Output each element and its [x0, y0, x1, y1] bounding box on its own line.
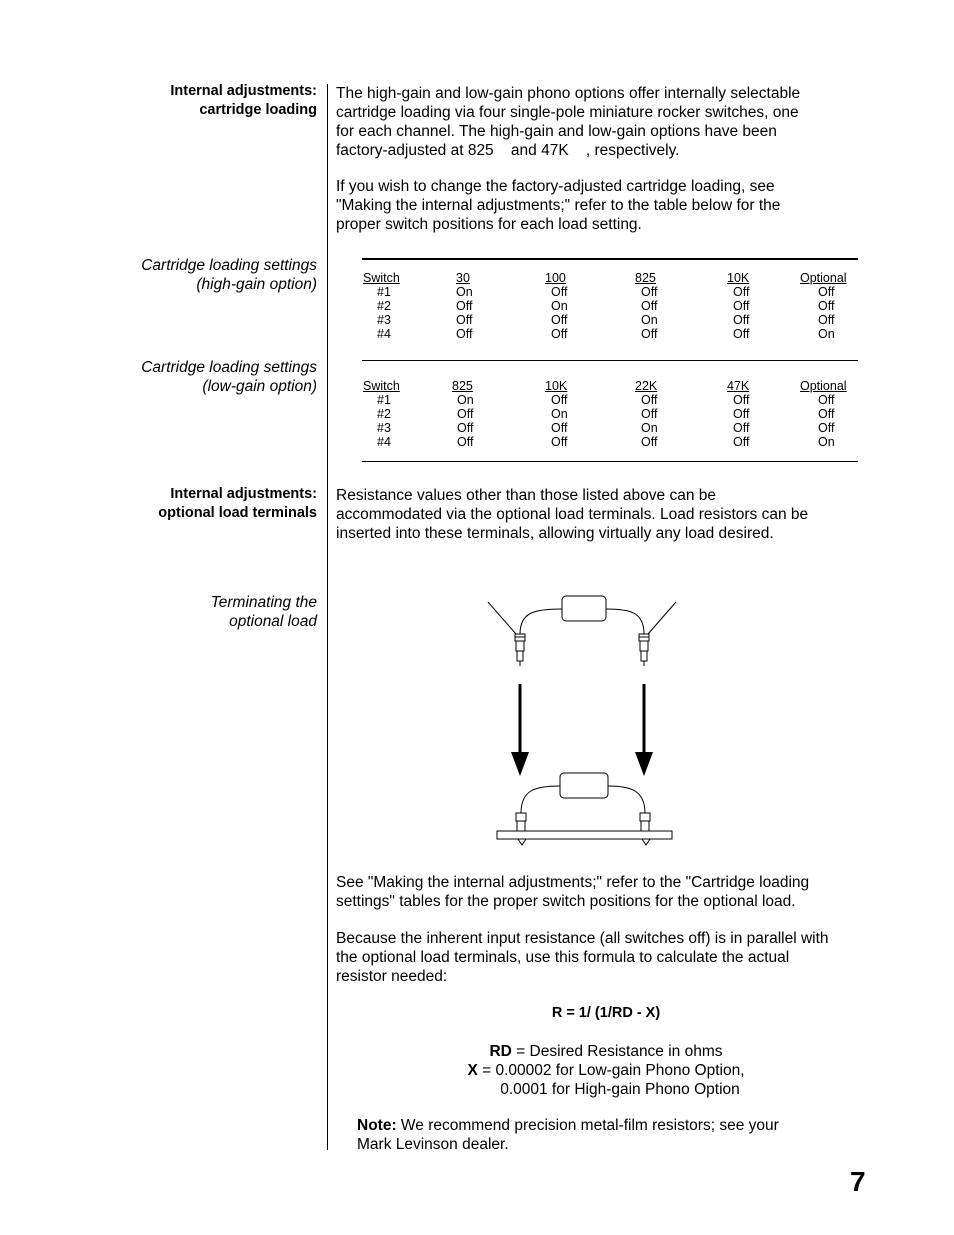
text-line: factory-adjusted at 825 and 47K , respectively.: [336, 142, 680, 159]
page-number: 7: [850, 1166, 866, 1197]
label-line: optional load: [229, 613, 317, 630]
table-cell: Off: [456, 299, 473, 313]
table-cell: On: [456, 285, 473, 299]
text-line: for each channel. The high-gain and low-gain options have been: [336, 123, 777, 140]
resistance-formula: R = 1/ (1/RD - X): [551, 1005, 661, 1021]
table-cell: On: [551, 407, 568, 421]
label-line: Terminating the: [210, 594, 317, 611]
table-cell: Off: [733, 313, 750, 327]
pointer-line: [648, 602, 676, 634]
table-cell: Off: [641, 285, 658, 299]
column-header: 47K: [727, 379, 750, 393]
table-cell: Off: [818, 393, 835, 407]
text-line: proper switch positions for each load setting.: [336, 216, 642, 233]
text-line: cartridge loading via four single-pole miniature rocker switches, one: [336, 104, 799, 121]
installed-resistor-lead: [608, 786, 645, 813]
heading-line: cartridge loading: [199, 102, 317, 118]
installed-resistor-body: [560, 773, 608, 798]
table-cell: #3: [377, 313, 391, 327]
table-cell: #2: [377, 407, 391, 421]
note-paragraph: [357, 1116, 857, 1154]
high-gain-table-label: [17, 256, 317, 294]
circuit-board: [497, 831, 672, 839]
text-line: accommodated via the optional load terminals. Load resistors can be: [336, 506, 809, 523]
table-cell: Off: [551, 435, 568, 449]
table-cell: Off: [641, 393, 658, 407]
table-cell: Off: [551, 327, 568, 341]
table-column-10k: [727, 271, 759, 341]
table-cell: On: [641, 421, 658, 435]
cartridge-loading-paragraph-2: [336, 177, 876, 234]
text-line: resistor needed:: [336, 968, 448, 985]
table-cell: Off: [733, 285, 750, 299]
text-line: "Making the internal adjustments;" refer to the table below for the: [336, 197, 781, 214]
text-line: If you wish to change the factory-adjusted cartridge loading, see: [336, 178, 775, 195]
text-line: The high-gain and low-gain phono options offer internally selectable: [336, 85, 801, 102]
table-cell: Off: [457, 407, 474, 421]
table-cell: Off: [641, 299, 658, 313]
table-column-10k: [545, 379, 577, 449]
table-cell: Off: [641, 435, 658, 449]
column-header: Optional: [800, 379, 847, 393]
resistor-installation-diagram: [480, 588, 690, 853]
table-cell: On: [818, 327, 835, 341]
down-arrow-right: [635, 684, 653, 776]
resistor-body: [562, 596, 606, 621]
table-cell: #4: [377, 435, 391, 449]
note-text: Mark Levinson dealer.: [357, 1136, 509, 1153]
text-line: the optional load terminals, use this formula to calculate the actual: [336, 949, 790, 966]
rd-definition: [336, 1042, 876, 1061]
table-cell: On: [551, 299, 568, 313]
column-header: 825: [452, 379, 473, 393]
table-cell: Off: [818, 285, 835, 299]
installed-resistor-lead: [521, 786, 560, 813]
table-cell: Off: [733, 393, 750, 407]
text-line: settings" tables for the proper switch positions for the optional load.: [336, 893, 796, 910]
left-plug-connector: [515, 634, 525, 666]
table-bottom-rule: [362, 461, 858, 462]
table-cell: Off: [551, 285, 568, 299]
heading-line: optional load terminals: [158, 505, 317, 521]
pointer-line: [488, 602, 516, 634]
column-header: 10K: [545, 379, 568, 393]
table-cell: #1: [377, 285, 391, 299]
table-cell: Off: [733, 299, 750, 313]
column-header: 30: [456, 271, 470, 285]
table-cell: On: [457, 393, 474, 407]
table-cell: Off: [456, 327, 473, 341]
table-column-30: [456, 271, 478, 341]
table-cell: #1: [377, 393, 391, 407]
table-cell: On: [818, 435, 835, 449]
column-header: 100: [545, 271, 566, 285]
terminating-paragraph-2: [336, 929, 876, 986]
text-line: inserted into these terminals, allowing virtually any load desired.: [336, 525, 774, 542]
column-header: Optional: [800, 271, 847, 285]
table-cell: Off: [457, 435, 474, 449]
x-term: X: [467, 1062, 478, 1079]
table-cell: #2: [377, 299, 391, 313]
table-cell: Off: [818, 313, 835, 327]
left-terminal: [516, 813, 526, 821]
column-header: Switch: [363, 271, 400, 285]
table-middle-rule: [362, 360, 858, 361]
table-cell: Off: [818, 421, 835, 435]
cartridge-loading-paragraph-1: [336, 84, 876, 160]
label-line: Cartridge loading settings: [141, 257, 317, 274]
label-line: Cartridge loading settings: [141, 359, 317, 376]
table-cell: #4: [377, 327, 391, 341]
table-cell: Off: [641, 327, 658, 341]
table-cell: Off: [733, 435, 750, 449]
label-line: (high-gain option): [196, 276, 317, 293]
low-gain-table-label: [17, 358, 317, 396]
optional-load-terminals-heading: [17, 485, 317, 523]
x-definition-text: = 0.00002 for Low-gain Phono Option,: [477, 1062, 745, 1079]
table-column-optional: [800, 379, 847, 449]
terminal-pin: [518, 839, 526, 845]
heading-line: Internal adjustments:: [170, 486, 317, 502]
heading-line: Internal adjustments:: [170, 83, 317, 99]
resistor-lead: [606, 609, 644, 634]
table-cell: Off: [733, 327, 750, 341]
table-cell: Off: [551, 313, 568, 327]
table-cell: Off: [733, 421, 750, 435]
label-line: (low-gain option): [202, 378, 317, 395]
right-plug-connector: [639, 634, 649, 666]
note-text: We recommend precision metal-film resistors; see your: [396, 1117, 779, 1134]
table-column-switch: [363, 271, 400, 341]
rd-definition-text: = Desired Resistance in ohms: [511, 1043, 723, 1060]
formula-definitions: [336, 1042, 876, 1099]
table-column-100: [545, 271, 574, 341]
table-cell: Off: [818, 407, 835, 421]
right-terminal: [640, 813, 650, 821]
table-cell: #3: [377, 421, 391, 435]
optional-load-paragraph: [336, 486, 876, 543]
resistor-lead: [520, 609, 562, 634]
text-line: See "Making the internal adjustments;" refer to the "Cartridge loading: [336, 874, 810, 891]
table-cell: Off: [733, 407, 750, 421]
terminal-pin: [642, 839, 650, 845]
table-cell: Off: [551, 393, 568, 407]
table-cell: Off: [551, 421, 568, 435]
column-header: 10K: [727, 271, 750, 285]
table-cell: On: [641, 313, 658, 327]
terminating-optional-load-label: [17, 593, 317, 631]
rd-term: RD: [489, 1043, 512, 1060]
table-top-rule: [362, 258, 858, 260]
cartridge-loading-heading: [17, 82, 317, 120]
table-cell: Off: [457, 421, 474, 435]
text-line: Because the inherent input resistance (all switches off) is in parallel with: [336, 930, 829, 947]
terminating-paragraph-1: [336, 873, 876, 911]
table-column-optional: [800, 271, 847, 341]
table-cell: Off: [641, 407, 658, 421]
table-column-825: [452, 379, 483, 449]
table-cell: Off: [456, 313, 473, 327]
table-column-47k: [727, 379, 759, 449]
note-label: Note:: [357, 1117, 397, 1134]
table-column-825: [635, 271, 664, 341]
x-definition-continued: 0.0001 for High-gain Phono Option: [500, 1081, 740, 1098]
column-header: Switch: [363, 379, 400, 393]
down-arrow-left: [511, 684, 529, 776]
column-header: 22K: [635, 379, 658, 393]
x-definition: [336, 1061, 876, 1080]
table-column-switch: [363, 379, 400, 449]
table-cell: Off: [818, 299, 835, 313]
vertical-divider: [327, 84, 328, 1150]
table-column-22k: [635, 379, 667, 449]
text-line: Resistance values other than those listed above can be: [336, 487, 716, 504]
column-header: 825: [635, 271, 656, 285]
